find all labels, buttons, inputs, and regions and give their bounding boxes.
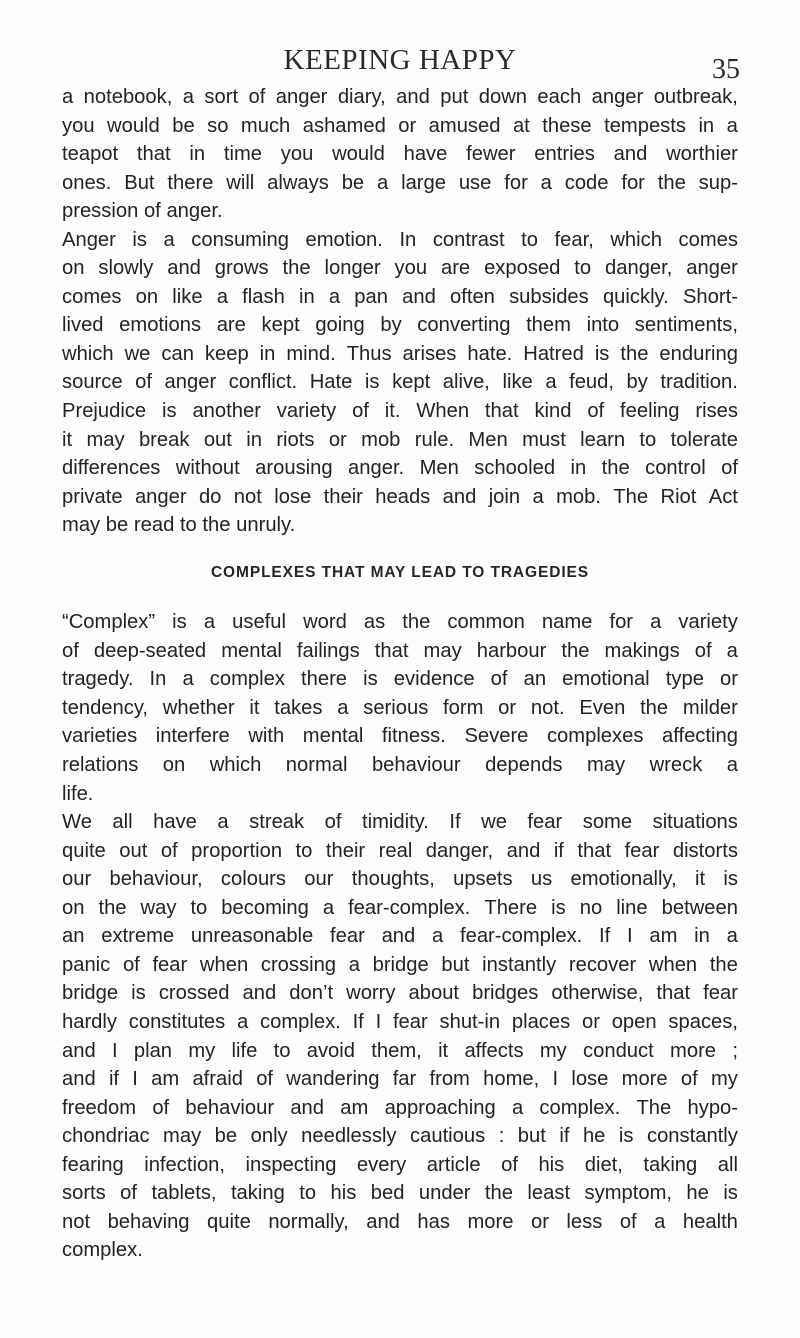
text-line: chondriac may be only needlessly cautious : but if he is constantly [62, 1125, 738, 1148]
text-line: lived emotions are kept going by converting them into sentiments, [62, 314, 738, 337]
text-line: pression of anger. [62, 200, 223, 223]
text-line: an extreme unreasonable fear and a fear-complex. If I am in a [62, 925, 738, 948]
running-head-title: KEEPING HAPPY [283, 44, 517, 76]
text-line: teapot that in time you would have fewer entries and worthier [62, 143, 738, 166]
text-line: panic of fear when crossing a bridge but instantly recover when the [62, 953, 738, 976]
text-line: differences without arousing anger. Men schooled in the control of [62, 457, 738, 480]
text-line: and I plan my life to avoid them, it affects my conduct more ; [62, 1039, 738, 1062]
text-line: not behaving quite normally, and has more or less of a health [62, 1210, 738, 1233]
text-line: on the way to becoming a fear-complex. There is no line between [62, 896, 738, 919]
body-text [62, 83, 738, 1265]
page-number: 35 [712, 54, 740, 85]
text-line: tragedy. In a complex there is evidence of an emotional type or [62, 668, 738, 691]
text-line: hardly constitutes a complex. If I fear shut-in places or open spaces, [62, 1010, 738, 1033]
text-line: quite out of proportion to their real danger, and if that fear distorts [62, 839, 738, 862]
text-line: private anger do not lose their heads and join a mob. The Riot Act [62, 485, 738, 508]
text-line: complex. [62, 1239, 143, 1262]
text-line: it may break out in riots or mob rule. Men must learn to tolerate [62, 428, 738, 451]
text-line: bridge is crossed and don’t worry about bridges otherwise, that fear [62, 982, 738, 1005]
paragraph-3 [62, 608, 738, 808]
text-line: fearing infection, inspecting every article of his diet, taking all [62, 1153, 738, 1176]
text-line: Anger is a consuming emotion. In contrast to fear, which comes [62, 228, 738, 251]
text-line: you would be so much ashamed or amused at these tempests in a [62, 114, 738, 137]
text-line: comes on like a flash in a pan and often subsides quickly. Short- [62, 285, 738, 308]
text-line: our behaviour, colours our thoughts, upsets us emotionally, it is [62, 868, 738, 891]
text-line: varieties interfere with mental fitness. Severe complexes affecting [62, 725, 738, 748]
text-line: sorts of tablets, taking to his bed under the least symptom, he is [62, 1182, 738, 1205]
section-heading: COMPLEXES THAT MAY LEAD TO TRAGEDIES [210, 563, 590, 581]
text-line: a notebook, a sort of anger diary, and put down each anger outbreak, [62, 86, 738, 108]
text-line: and if I am afraid of wandering far from home, I lose more of my [62, 1068, 738, 1091]
text-line: ones. But there will always be a large use for a code for the sup- [62, 171, 738, 194]
paragraph-1 [62, 83, 738, 226]
paragraph-2 [62, 226, 738, 540]
text-line: relations on which normal behaviour depends may wreck a [62, 754, 738, 777]
text-line: We all have a streak of timidity. If we fear some situations [62, 811, 738, 834]
text-line: which we can keep in mind. Thus arises hate. Hatred is the enduring [62, 342, 738, 365]
text-line: freedom of behaviour and am approaching a complex. The hypo- [62, 1096, 738, 1119]
text-line: of deep-seated mental failings that may harbour the makings of a [62, 639, 738, 662]
text-line: Prejudice is another variety of it. When that kind of feeling rises [62, 400, 738, 423]
paragraph-4 [62, 808, 738, 1265]
text-line: tendency, whether it takes a serious form or not. Even the milder [62, 696, 738, 719]
text-line: “Complex” is a useful word as the common name for a variety [62, 611, 738, 634]
text-line: may be read to the unruly. [62, 514, 296, 537]
text-line: on slowly and grows the longer you are exposed to danger, anger [62, 257, 738, 280]
text-line: source of anger conflict. Hate is kept alive, like a feud, by tradition. [62, 371, 738, 394]
text-line: life. [62, 782, 94, 805]
